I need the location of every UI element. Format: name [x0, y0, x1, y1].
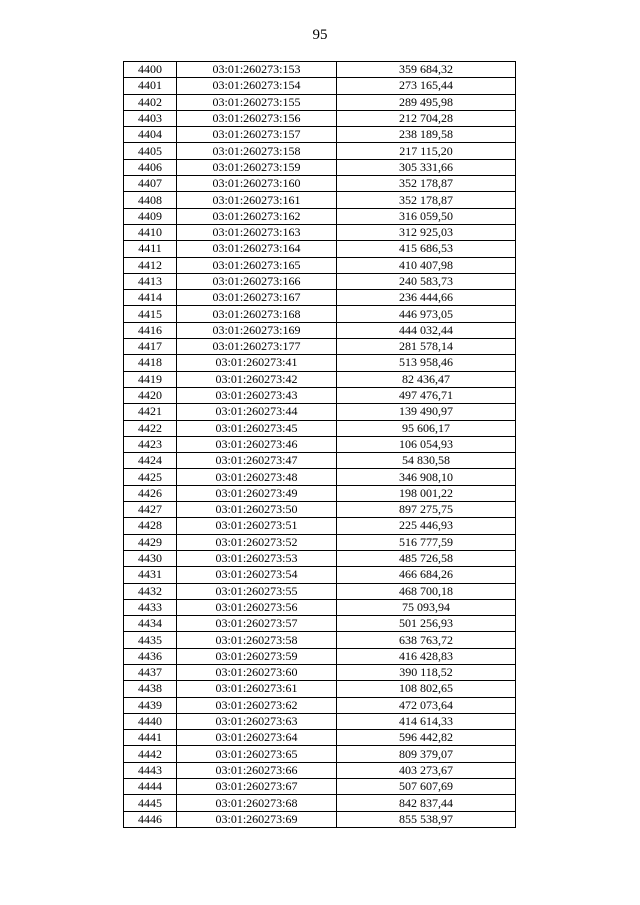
- row-number-cell: 4419: [124, 371, 177, 387]
- cadastral-number-cell: 03:01:260273:160: [177, 176, 337, 192]
- row-number-cell: 4425: [124, 469, 177, 485]
- table-row: [124, 257, 516, 273]
- table-row: [124, 713, 516, 729]
- row-number-cell: 4439: [124, 697, 177, 713]
- row-number-cell: 4418: [124, 355, 177, 371]
- cadastral-value-cell: 108 802,65: [337, 681, 516, 697]
- cadastral-value-cell: 472 073,64: [337, 697, 516, 713]
- table-row: [124, 795, 516, 811]
- cadastral-number-cell: 03:01:260273:67: [177, 779, 337, 795]
- cadastral-number-cell: 03:01:260273:161: [177, 192, 337, 208]
- row-number-cell: 4414: [124, 290, 177, 306]
- row-number-cell: 4417: [124, 339, 177, 355]
- cadastral-value-cell: 240 583,73: [337, 273, 516, 289]
- cadastral-number-cell: 03:01:260273:45: [177, 420, 337, 436]
- table-row: [124, 192, 516, 208]
- cadastral-number-cell: 03:01:260273:47: [177, 453, 337, 469]
- cadastral-number-cell: 03:01:260273:57: [177, 616, 337, 632]
- table-row: [124, 697, 516, 713]
- table-row: [124, 208, 516, 224]
- cadastral-number-cell: 03:01:260273:54: [177, 567, 337, 583]
- row-number-cell: 4405: [124, 143, 177, 159]
- cadastral-value-cell: 352 178,87: [337, 176, 516, 192]
- cadastral-number-cell: 03:01:260273:156: [177, 110, 337, 126]
- cadastral-value-cell: 897 275,75: [337, 502, 516, 518]
- table-row: [124, 339, 516, 355]
- table-row: [124, 502, 516, 518]
- cadastral-value-cell: 596 442,82: [337, 730, 516, 746]
- cadastral-value-cell: 346 908,10: [337, 469, 516, 485]
- cadastral-value-cell: 289 495,98: [337, 94, 516, 110]
- row-number-cell: 4412: [124, 257, 177, 273]
- cadastral-value-cell: 217 115,20: [337, 143, 516, 159]
- table-row: [124, 404, 516, 420]
- cadastral-value-cell: 95 606,17: [337, 420, 516, 436]
- cadastral-number-cell: 03:01:260273:166: [177, 273, 337, 289]
- cadastral-number-cell: 03:01:260273:51: [177, 518, 337, 534]
- cadastral-value-cell: 516 777,59: [337, 534, 516, 550]
- table-body: [124, 62, 516, 828]
- cadastral-value-cell: 236 444,66: [337, 290, 516, 306]
- cadastral-value-cell: 106 054,93: [337, 436, 516, 452]
- cadastral-value-cell: 497 476,71: [337, 387, 516, 403]
- cadastral-number-cell: 03:01:260273:157: [177, 127, 337, 143]
- table-row: [124, 159, 516, 175]
- row-number-cell: 4421: [124, 404, 177, 420]
- cadastral-number-cell: 03:01:260273:62: [177, 697, 337, 713]
- cadastral-number-cell: 03:01:260273:167: [177, 290, 337, 306]
- cadastral-number-cell: 03:01:260273:162: [177, 208, 337, 224]
- table-row: [124, 110, 516, 126]
- row-number-cell: 4437: [124, 664, 177, 680]
- cadastral-number-cell: 03:01:260273:44: [177, 404, 337, 420]
- cadastral-number-cell: 03:01:260273:154: [177, 78, 337, 94]
- cadastral-value-cell: 352 178,87: [337, 192, 516, 208]
- row-number-cell: 4429: [124, 534, 177, 550]
- cadastral-number-cell: 03:01:260273:169: [177, 322, 337, 338]
- row-number-cell: 4430: [124, 550, 177, 566]
- cadastral-value-cell: 198 001,22: [337, 485, 516, 501]
- cadastral-number-cell: 03:01:260273:41: [177, 355, 337, 371]
- cadastral-value-cell: 444 032,44: [337, 322, 516, 338]
- cadastral-number-cell: 03:01:260273:60: [177, 664, 337, 680]
- cadastral-value-cell: 842 837,44: [337, 795, 516, 811]
- table-row: [124, 453, 516, 469]
- table-row: [124, 681, 516, 697]
- cadastral-value-cell: 855 538,97: [337, 811, 516, 827]
- row-number-cell: 4441: [124, 730, 177, 746]
- cadastral-value-cell: 446 973,05: [337, 306, 516, 322]
- cadastral-value-cell: 281 578,14: [337, 339, 516, 355]
- row-number-cell: 4406: [124, 159, 177, 175]
- table-row: [124, 730, 516, 746]
- cadastral-number-cell: 03:01:260273:49: [177, 485, 337, 501]
- cadastral-value-cell: 501 256,93: [337, 616, 516, 632]
- cadastral-number-cell: 03:01:260273:50: [177, 502, 337, 518]
- cadastral-value-cell: 273 165,44: [337, 78, 516, 94]
- cadastral-value-cell: 513 958,46: [337, 355, 516, 371]
- cadastral-value-cell: 359 684,32: [337, 62, 516, 78]
- row-number-cell: 4442: [124, 746, 177, 762]
- cadastral-number-cell: 03:01:260273:155: [177, 94, 337, 110]
- row-number-cell: 4401: [124, 78, 177, 94]
- page-number: 95: [312, 27, 328, 43]
- row-number-cell: 4402: [124, 94, 177, 110]
- row-number-cell: 4445: [124, 795, 177, 811]
- cadastral-number-cell: 03:01:260273:165: [177, 257, 337, 273]
- cadastral-value-cell: 316 059,50: [337, 208, 516, 224]
- cadastral-number-cell: 03:01:260273:163: [177, 224, 337, 240]
- table-row: [124, 273, 516, 289]
- table-row: [124, 599, 516, 615]
- table-row: [124, 567, 516, 583]
- cadastral-value-table: [123, 61, 516, 828]
- row-number-cell: 4422: [124, 420, 177, 436]
- cadastral-value-cell: 414 614,33: [337, 713, 516, 729]
- cadastral-value-cell: 415 686,53: [337, 241, 516, 257]
- table-row: [124, 664, 516, 680]
- cadastral-value-cell: 82 436,47: [337, 371, 516, 387]
- row-number-cell: 4435: [124, 632, 177, 648]
- cadastral-value-cell: 485 726,58: [337, 550, 516, 566]
- cadastral-value-cell: 390 118,52: [337, 664, 516, 680]
- cadastral-number-cell: 03:01:260273:64: [177, 730, 337, 746]
- row-number-cell: 4440: [124, 713, 177, 729]
- cadastral-number-cell: 03:01:260273:158: [177, 143, 337, 159]
- cadastral-number-cell: 03:01:260273:59: [177, 648, 337, 664]
- table-row: [124, 176, 516, 192]
- row-number-cell: 4409: [124, 208, 177, 224]
- cadastral-number-cell: 03:01:260273:61: [177, 681, 337, 697]
- table-row: [124, 224, 516, 240]
- row-number-cell: 4410: [124, 224, 177, 240]
- table-row: [124, 469, 516, 485]
- row-number-cell: 4444: [124, 779, 177, 795]
- cadastral-number-cell: 03:01:260273:55: [177, 583, 337, 599]
- cadastral-number-cell: 03:01:260273:52: [177, 534, 337, 550]
- table-row: [124, 779, 516, 795]
- cadastral-number-cell: 03:01:260273:56: [177, 599, 337, 615]
- cadastral-value-cell: 468 700,18: [337, 583, 516, 599]
- row-number-cell: 4413: [124, 273, 177, 289]
- row-number-cell: 4432: [124, 583, 177, 599]
- table-row: [124, 534, 516, 550]
- table-row: [124, 550, 516, 566]
- row-number-cell: 4443: [124, 762, 177, 778]
- cadastral-number-cell: 03:01:260273:164: [177, 241, 337, 257]
- table-row: [124, 355, 516, 371]
- table-row: [124, 436, 516, 452]
- table-row: [124, 632, 516, 648]
- cadastral-number-cell: 03:01:260273:66: [177, 762, 337, 778]
- cadastral-number-cell: 03:01:260273:58: [177, 632, 337, 648]
- cadastral-number-cell: 03:01:260273:46: [177, 436, 337, 452]
- row-number-cell: 4415: [124, 306, 177, 322]
- table-row: [124, 143, 516, 159]
- row-number-cell: 4446: [124, 811, 177, 827]
- cadastral-number-cell: 03:01:260273:68: [177, 795, 337, 811]
- row-number-cell: 4426: [124, 485, 177, 501]
- row-number-cell: 4400: [124, 62, 177, 78]
- cadastral-number-cell: 03:01:260273:177: [177, 339, 337, 355]
- cadastral-value-cell: 312 925,03: [337, 224, 516, 240]
- cadastral-value-cell: 403 273,67: [337, 762, 516, 778]
- cadastral-value-cell: 225 446,93: [337, 518, 516, 534]
- cadastral-number-cell: 03:01:260273:168: [177, 306, 337, 322]
- cadastral-value-cell: 139 490,97: [337, 404, 516, 420]
- table-row: [124, 306, 516, 322]
- row-number-cell: 4416: [124, 322, 177, 338]
- table-row: [124, 94, 516, 110]
- table-row: [124, 127, 516, 143]
- cadastral-number-cell: 03:01:260273:159: [177, 159, 337, 175]
- cadastral-value-cell: 238 189,58: [337, 127, 516, 143]
- row-number-cell: 4403: [124, 110, 177, 126]
- table-row: [124, 241, 516, 257]
- row-number-cell: 4404: [124, 127, 177, 143]
- table-row: [124, 290, 516, 306]
- cadastral-number-cell: 03:01:260273:48: [177, 469, 337, 485]
- table-row: [124, 62, 516, 78]
- table-row: [124, 648, 516, 664]
- table-row: [124, 583, 516, 599]
- table-row: [124, 78, 516, 94]
- cadastral-number-cell: 03:01:260273:42: [177, 371, 337, 387]
- row-number-cell: 4428: [124, 518, 177, 534]
- cadastral-value-cell: 410 407,98: [337, 257, 516, 273]
- row-number-cell: 4436: [124, 648, 177, 664]
- row-number-cell: 4431: [124, 567, 177, 583]
- cadastral-number-cell: 03:01:260273:53: [177, 550, 337, 566]
- table-row: [124, 387, 516, 403]
- cadastral-value-cell: 466 684,26: [337, 567, 516, 583]
- cadastral-number-cell: 03:01:260273:63: [177, 713, 337, 729]
- row-number-cell: 4433: [124, 599, 177, 615]
- table-row: [124, 485, 516, 501]
- cadastral-number-cell: 03:01:260273:65: [177, 746, 337, 762]
- row-number-cell: 4408: [124, 192, 177, 208]
- row-number-cell: 4427: [124, 502, 177, 518]
- table-row: [124, 746, 516, 762]
- row-number-cell: 4438: [124, 681, 177, 697]
- cadastral-value-cell: 54 830,58: [337, 453, 516, 469]
- row-number-cell: 4434: [124, 616, 177, 632]
- cadastral-value-cell: 75 093,94: [337, 599, 516, 615]
- cadastral-value-cell: 416 428,83: [337, 648, 516, 664]
- table-row: [124, 762, 516, 778]
- row-number-cell: 4420: [124, 387, 177, 403]
- cadastral-number-cell: 03:01:260273:69: [177, 811, 337, 827]
- cadastral-number-cell: 03:01:260273:153: [177, 62, 337, 78]
- cadastral-value-cell: 212 704,28: [337, 110, 516, 126]
- cadastral-value-cell: 638 763,72: [337, 632, 516, 648]
- table-row: [124, 811, 516, 827]
- row-number-cell: 4407: [124, 176, 177, 192]
- table-row: [124, 420, 516, 436]
- cadastral-value-cell: 507 607,69: [337, 779, 516, 795]
- table-row: [124, 616, 516, 632]
- table-row: [124, 518, 516, 534]
- cadastral-value-cell: 809 379,07: [337, 746, 516, 762]
- cadastral-number-cell: 03:01:260273:43: [177, 387, 337, 403]
- cadastral-value-cell: 305 331,66: [337, 159, 516, 175]
- row-number-cell: 4423: [124, 436, 177, 452]
- row-number-cell: 4424: [124, 453, 177, 469]
- table-row: [124, 322, 516, 338]
- row-number-cell: 4411: [124, 241, 177, 257]
- table-row: [124, 371, 516, 387]
